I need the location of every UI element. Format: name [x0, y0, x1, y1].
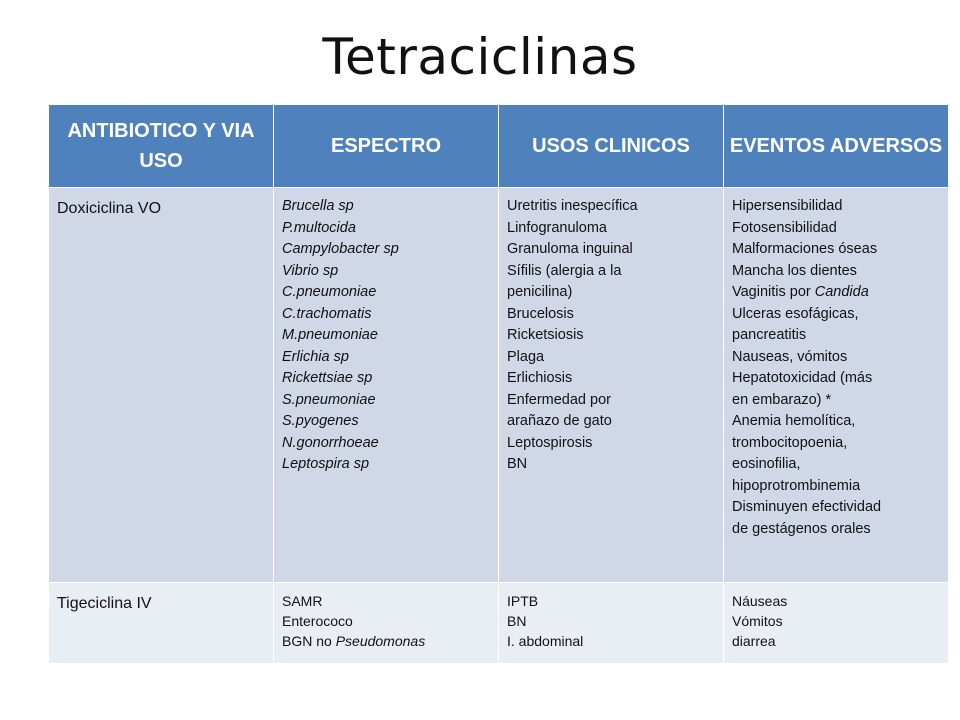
slide-title: Tetraciclinas: [322, 28, 638, 86]
spectrum-item: C.pneumoniae: [282, 284, 377, 300]
antibiotic-cell: Doxiciclina VO: [49, 188, 274, 583]
spectrum-item: Brucella sp: [282, 198, 354, 214]
spectrum-cell: [274, 188, 499, 583]
adverse-item: Anemia hemolítica,: [732, 413, 856, 429]
adverse-item: Hipersensibilidad: [732, 198, 843, 214]
adverse-item-text: Vaginitis por: [732, 284, 815, 300]
use-item: Linfogranuloma: [507, 219, 607, 236]
use-item: BN: [507, 456, 528, 472]
header-row: [49, 105, 949, 188]
header-antibiotic: ANTIBIOTICO Y VIA USO: [49, 105, 274, 188]
use-item: Granuloma inguinal: [507, 241, 633, 257]
use-item: Uretritis inespecífica: [507, 198, 638, 214]
spectrum-item: Campylobacter sp: [282, 241, 399, 257]
clinical-uses-cell: [499, 188, 724, 583]
adverse-item: Nauseas, vómitos: [732, 348, 848, 365]
header-spectrum: ESPECTRO: [274, 105, 499, 188]
spectrum-item: Rickettsiae sp: [282, 370, 373, 386]
spectrum-item: C.trachomatis: [282, 305, 372, 322]
adverse-item: Hepatotoxicidad (más: [732, 370, 873, 386]
adverse-events-cell: [724, 583, 949, 664]
header-adverse-events: EVENTOS ADVERSOS: [724, 105, 949, 188]
spectrum-item: Leptospira sp: [282, 456, 370, 472]
spectrum-item-text: BGN no: [282, 633, 336, 649]
adverse-item: Náuseas: [732, 593, 788, 609]
use-item: arañazo de gato: [507, 413, 612, 429]
spectrum-item: SAMR: [282, 593, 323, 609]
adverse-item: diarrea: [732, 633, 776, 649]
spectrum-item: Enterococo: [282, 613, 353, 629]
clinical-uses-cell: [499, 583, 724, 664]
spectrum-item: Erlichia sp: [282, 348, 349, 365]
use-item: IPTB: [507, 593, 539, 609]
adverse-item: trombocitopoenia,: [732, 434, 848, 451]
adverse-item: Mancha los dientes: [732, 262, 857, 279]
use-item: Erlichiosis: [507, 370, 573, 386]
adverse-item: de gestágenos orales: [732, 520, 871, 537]
adverse-item: pancreatitis: [732, 327, 807, 343]
adverse-item-italic: Candida: [814, 284, 869, 300]
adverse-item: Ulceras esofágicas,: [732, 305, 859, 322]
header-clinical-uses: USOS CLINICOS: [499, 105, 724, 188]
adverse-item: Malformaciones óseas: [732, 241, 878, 257]
spectrum-item: P.multocida: [282, 219, 356, 236]
spectrum-item-italic: Pseudomonas: [335, 633, 426, 649]
adverse-item: hipoprotrombinemia: [732, 477, 861, 494]
use-item: penicilina): [507, 284, 573, 300]
tetracyclines-table: [48, 104, 949, 664]
adverse-events-cell: [724, 188, 949, 583]
use-item: Brucelosis: [507, 305, 574, 322]
table-row: [49, 583, 949, 664]
use-item: Sífilis (alergia a la: [507, 262, 622, 279]
table-row: [49, 188, 949, 583]
use-item: Leptospirosis: [507, 434, 593, 451]
adverse-item: Vómitos: [732, 613, 783, 629]
adverse-item: Disminuyen efectividad: [732, 499, 882, 515]
spectrum-item: Vibrio sp: [282, 262, 339, 279]
adverse-item: eosinofilia,: [732, 456, 801, 472]
antibiotic-cell: Tigeciclina IV: [49, 583, 274, 664]
spectrum-item: N.gonorrhoeae: [282, 434, 379, 451]
spectrum-item: M.pneumoniae: [282, 327, 378, 343]
spectrum-item: S.pneumoniae: [282, 391, 376, 408]
spectrum-item: [282, 631, 490, 651]
use-item: BN: [507, 613, 527, 629]
adverse-item: [732, 282, 940, 304]
spectrum-item: S.pyogenes: [282, 413, 359, 429]
adverse-item: en embarazo) *: [732, 391, 832, 408]
use-item: I. abdominal: [507, 633, 584, 649]
use-item: Plaga: [507, 348, 545, 365]
use-item: Ricketsiosis: [507, 327, 584, 343]
spectrum-cell: [274, 583, 499, 664]
use-item: Enfermedad por: [507, 391, 611, 408]
adverse-item: Fotosensibilidad: [732, 219, 837, 236]
